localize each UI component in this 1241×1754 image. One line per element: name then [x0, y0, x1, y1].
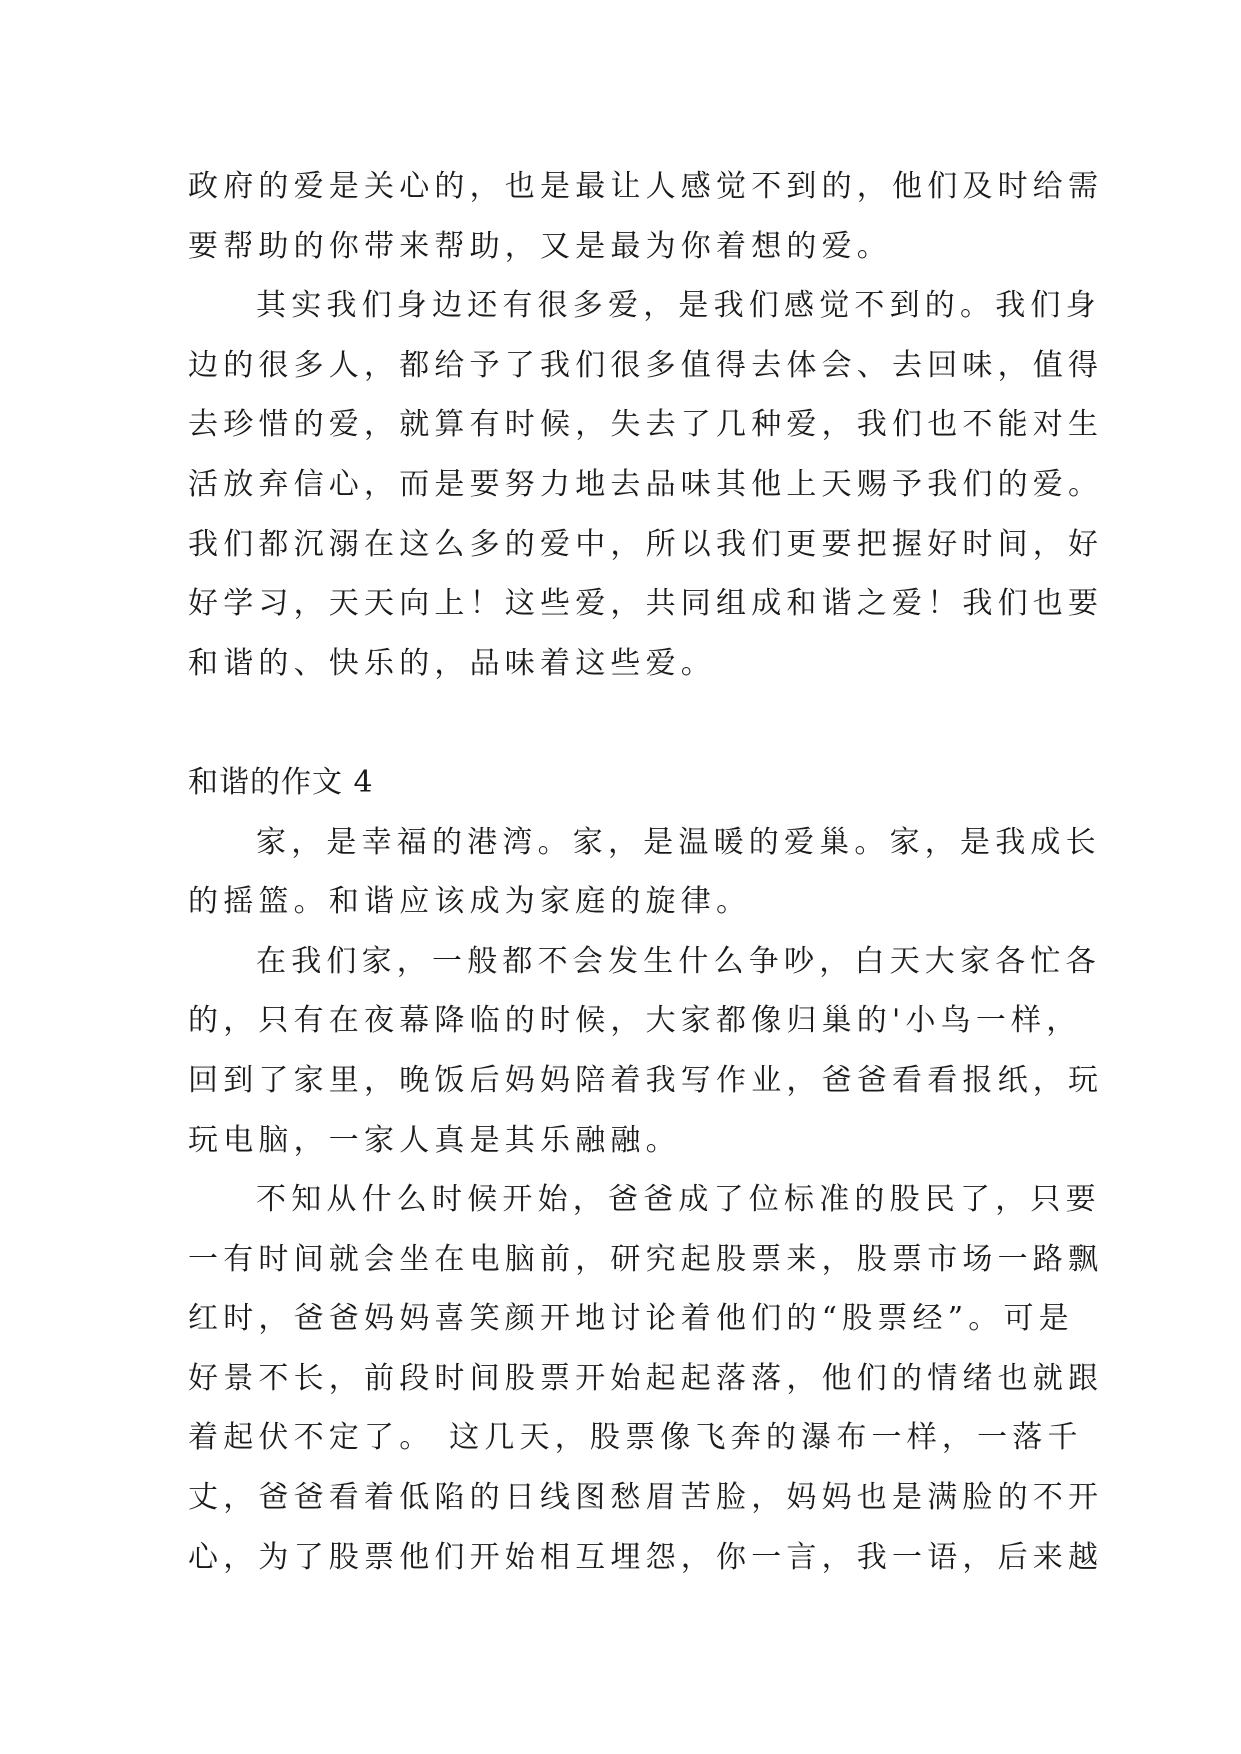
paragraph-line: 其实我们身边还有很多爱，是我们感觉不到的。我们身: [256, 288, 1101, 324]
paragraph-line: 边的很多人，都给予了我们很多值得去体会、去回味，值得: [188, 347, 1104, 383]
paragraph-line: 玩电脑，一家人真是其乐融融。: [188, 1122, 681, 1158]
paragraph-government-love: [188, 157, 1104, 276]
paragraph-line: 不知从什么时候开始，爸爸成了位标准的股民了，只要: [256, 1182, 1101, 1218]
paragraph-line: 红时，爸爸妈妈喜笑颜开地讨论着他们的“股票经”。可是: [188, 1301, 1074, 1337]
paragraph-line: 的摇篮。和谐应该成为家庭的旋律。: [188, 884, 752, 920]
section-title: 和谐的作文 4: [188, 764, 374, 800]
paragraph-line: 的，只有在夜幕降临的时候，大家都像归巢的'小鸟一样，: [188, 1003, 1082, 1039]
paragraph-line: 政府的爱是关心的，也是最让人感觉不到的，他们及时给需: [188, 169, 1104, 204]
paragraph-line: 去珍惜的爱，就算有时候，失去了几种爱，我们也不能对生: [188, 407, 1104, 443]
paragraph-line: 一有时间就会坐在电脑前，研究起股票来，股票市场一路飘: [188, 1241, 1104, 1277]
paragraph-line: 我们都沉溺在这么多的爱中，所以我们更要把握好时间，好: [188, 526, 1104, 562]
paragraph-line: 着起伏不定了。 这几天，股票像飞奔的瀑布一样，一落千: [188, 1420, 1083, 1456]
paragraph-line: 和谐的、快乐的，品味着这些爱。: [188, 645, 716, 681]
paragraph-family-evening: [188, 932, 1104, 1170]
section-spacer: [188, 693, 1068, 753]
paragraph-line: 回到了家里，晚饭后妈妈陪着我写作业，爸爸看看报纸，玩: [188, 1062, 1104, 1098]
paragraph-line: 家，是幸福的港湾。家，是温暖的爱巢。家，是我成长: [256, 824, 1101, 860]
paragraph-line: 心，为了股票他们开始相互埋怨，你一言，我一语，后来越: [188, 1539, 1104, 1575]
document-body: [188, 157, 1104, 1587]
paragraph-line: 在我们家，一般都不会发生什么争吵，白天大家各忙各: [256, 943, 1101, 979]
paragraph-line: 好学习，天天向上！这些爱，共同组成和谐之爱！我们也要: [188, 586, 1104, 622]
paragraph-line: 要帮助的你带来帮助，又是最为你着想的爱。: [188, 228, 892, 264]
paragraph-love-around-us: [188, 276, 1104, 693]
paragraph-stock-market: [188, 1170, 1104, 1587]
paragraph-line: 丈，爸爸看着低陷的日线图愁眉苦脸，妈妈也是满脸的不开: [188, 1480, 1104, 1516]
paragraph-home-harbor: [188, 813, 1101, 932]
paragraph-line: 好景不长，前段时间股票开始起起落落，他们的情绪也就跟: [188, 1360, 1104, 1396]
paragraph-line: 活放弃信心，而是要努力地去品味其他上天赐予我们的爱。: [188, 466, 1104, 502]
